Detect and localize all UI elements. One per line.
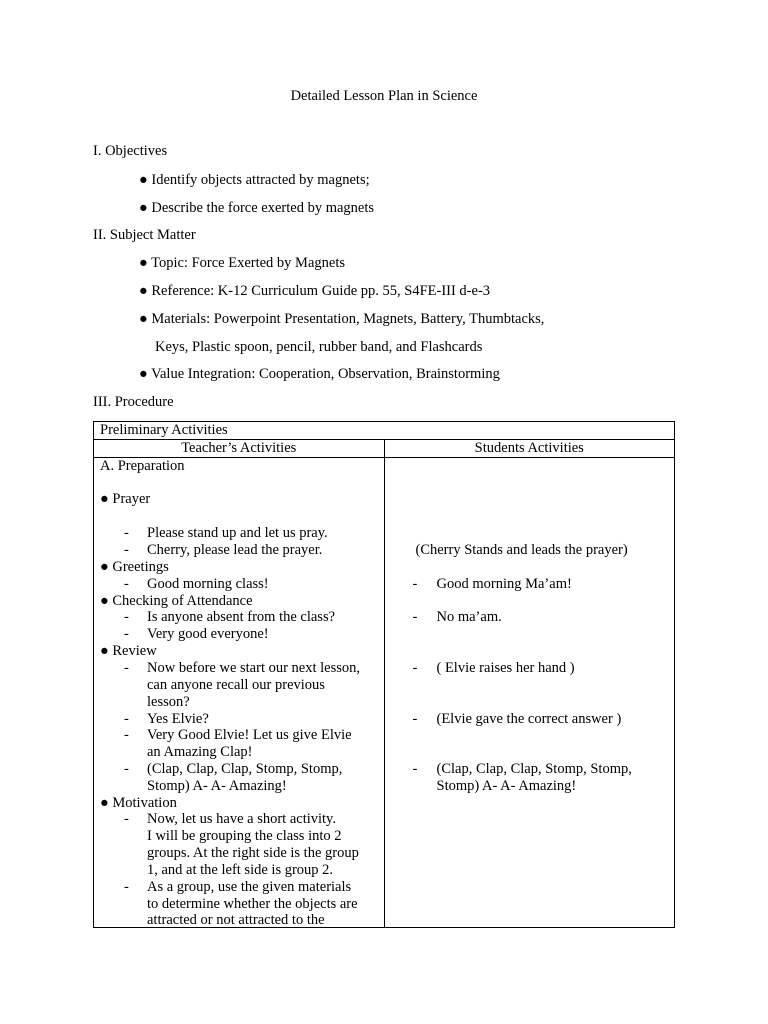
list-dash: -: [124, 879, 129, 895]
subject-matter-heading: II. Subject Matter: [93, 227, 196, 243]
teacher-line: 1, and at the left side is group 2.: [147, 862, 334, 878]
materials-item: ● Materials: Powerpoint Presentation, Magnets, Battery, Thumbtacks,: [139, 311, 545, 327]
teacher-line: Yes Elvie?: [147, 711, 209, 727]
teacher-line: attracted or not attracted to the: [147, 912, 325, 928]
teacher-line: groups. At the right side is the group: [147, 845, 359, 861]
reference-item: ● Reference: K-12 Curriculum Guide pp. 55, S4FE-III d-e-3: [139, 283, 491, 299]
teacher-line: Now before we start our next lesson,: [147, 660, 361, 676]
teacher-line: Is anyone absent from the class?: [147, 609, 336, 625]
teacher-line: Cherry, please lead the prayer.: [147, 542, 323, 558]
list-dash: -: [412, 660, 418, 676]
list-dash: -: [124, 525, 129, 541]
topic-item: ● Topic: Force Exerted by Magnets: [139, 255, 345, 271]
list-dash: -: [124, 727, 129, 743]
procedure-table: [93, 421, 675, 928]
objective-item: ● Identify objects attracted by magnets;: [139, 172, 370, 188]
student-line: (Cherry Stands and leads the prayer): [415, 542, 628, 558]
attendance-label: ● Checking of Attendance: [100, 593, 253, 609]
list-dash: -: [412, 711, 418, 727]
student-activities-cell: [384, 458, 675, 928]
materials-item-continued: Keys, Plastic spoon, pencil, rubber band, and Flashcards: [155, 339, 483, 355]
students-activities-header: Students Activities: [384, 440, 675, 458]
teacher-line: lesson?: [147, 694, 190, 710]
teacher-line: Now, let us have a short activity.: [147, 811, 336, 827]
teacher-line: Very Good Elvie! Let us give Elvie: [147, 727, 352, 743]
teacher-line: As a group, use the given materials: [147, 879, 352, 895]
list-dash: -: [124, 660, 129, 676]
objective-item: ● Describe the force exerted by magnets: [139, 200, 375, 216]
preliminary-activities-header: Preliminary Activities: [94, 422, 675, 440]
review-label: ● Review: [100, 643, 157, 659]
greetings-label: ● Greetings: [100, 559, 169, 575]
procedure-heading: III. Procedure: [93, 394, 174, 410]
motivation-label: ● Motivation: [100, 795, 177, 811]
student-line: (Clap, Clap, Clap, Stomp, Stomp,: [436, 761, 632, 777]
objectives-heading: I. Objectives: [93, 143, 168, 159]
list-dash: -: [124, 711, 129, 727]
list-dash: -: [412, 761, 418, 777]
teacher-activities-cell: [94, 458, 385, 928]
teacher-line: an Amazing Clap!: [147, 744, 253, 760]
list-dash: -: [124, 811, 129, 827]
student-line: ( Elvie raises her hand ): [436, 660, 575, 676]
student-line: Good morning Ma’am!: [436, 576, 572, 592]
list-dash: -: [412, 609, 418, 625]
teacher-line: can anyone recall our previous: [147, 677, 325, 693]
teacher-line: to determine whether the objects are: [147, 896, 358, 912]
list-dash: -: [124, 609, 129, 625]
student-line: (Elvie gave the correct answer ): [436, 711, 622, 727]
list-dash: -: [124, 542, 129, 558]
teacher-line: I will be grouping the class into 2: [147, 828, 342, 844]
preparation-label: A. Preparation: [100, 458, 185, 474]
page-title: Detailed Lesson Plan in Science: [290, 88, 478, 104]
teacher-activities-header: Teacher’s Activities: [94, 440, 385, 458]
teacher-line: Good morning class!: [147, 576, 269, 592]
list-dash: -: [124, 576, 129, 592]
teacher-line: Please stand up and let us pray.: [147, 525, 328, 541]
prayer-label: ● Prayer: [100, 491, 151, 507]
list-dash: -: [124, 626, 129, 642]
student-line: Stomp) A- A- Amazing!: [436, 778, 577, 794]
list-dash: -: [124, 761, 129, 777]
student-line: No ma’am.: [436, 609, 502, 625]
teacher-line: Stomp) A- A- Amazing!: [147, 778, 287, 794]
list-dash: -: [412, 576, 418, 592]
teacher-line: Very good everyone!: [147, 626, 269, 642]
teacher-line: (Clap, Clap, Clap, Stomp, Stomp,: [147, 761, 343, 777]
value-integration-item: ● Value Integration: Cooperation, Observation, Brainstorming: [139, 366, 500, 382]
